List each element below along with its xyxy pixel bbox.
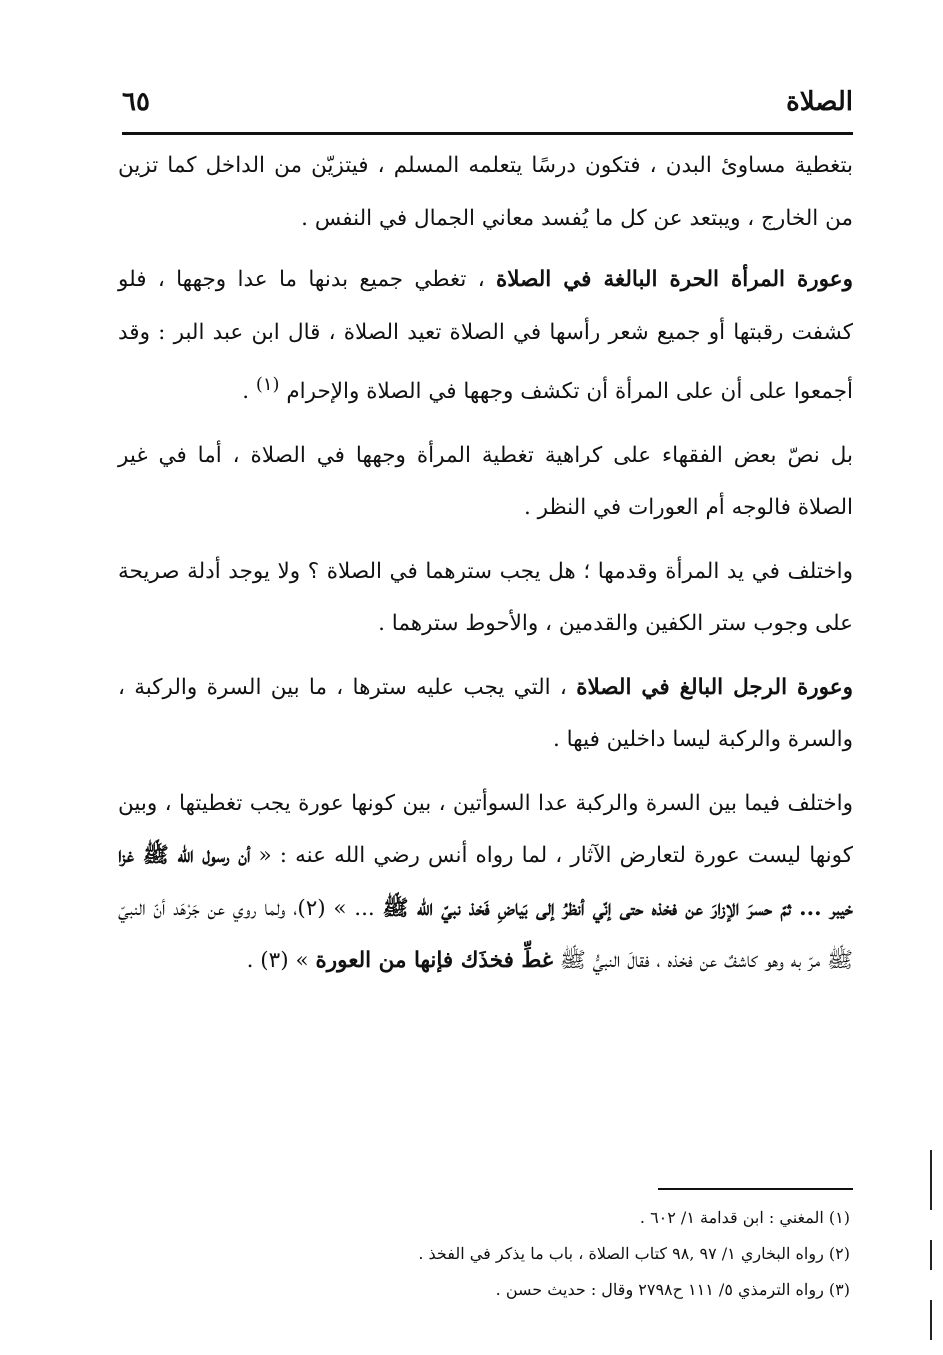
footnote-ref: (١)	[255, 374, 280, 395]
text-run: بتغطية مساوئ البدن ، فتكون درسًا يتعلمه المسلم ، فيتزيّن من الداخل كما تزين من الخارج ، ويبتعد عن كل ما يُفسد معاني الجمال في النفس .	[118, 153, 853, 231]
bold-heading-run: وعورة الرجل البالغ في الصلاة	[576, 674, 853, 700]
hadith-quote: أن رسول الله ﷺ غزا خيبر ... ثمّ حسرَ الإزارَ عن فخذه حتى إنّي أنظرُ إلى بَياضِ فَخذ نبيّ الله ﷺ	[118, 843, 853, 921]
scan-edge-mark	[930, 1150, 932, 1210]
footnotes	[250, 1200, 850, 1308]
text-run: بل نصّ بعض الفقهاء على كراهية تغطية المرأة وجهها في الصلاة ، أما في غير الصلاة فالوجه أم العورات في النظر .	[118, 442, 853, 521]
hadith-quote: غطِّ فخذَك فإنها من العورة	[315, 948, 553, 974]
scan-edge-mark	[930, 1300, 932, 1340]
footnote-separator	[658, 1188, 853, 1190]
header-rule	[122, 132, 853, 135]
text-run: » (٣) .	[246, 948, 316, 974]
text-run: واختلف فيما بين السرة والركبة عدا السوأتين ، بين كونها عورة يجب تغطيتها ، وبين كونها ليست عورة لتعارض الآثار ، لما رواه أنس رضي الله عنه : «	[118, 790, 853, 869]
paragraph	[118, 254, 853, 419]
text-run: .	[242, 379, 256, 405]
page-number: ٦٥	[122, 87, 150, 117]
text-run: ، التي يجب عليه سترها ، ما بين السرة والركبة ، والسرة والركبة ليسا داخلين فيها .	[118, 674, 853, 753]
text-run: ... » (٢)، ولما روي عن جَرْهَد أنّ النبيّ ﷺ مرّ به وهو كاشفٌ عن فخذه ، فقالَ النبيُّ ﷺ	[118, 895, 853, 974]
scan-edge-mark	[930, 1240, 932, 1270]
text-run: ، تغطي جميع بدنها ما عدا وجهها ، فلو كشفت رقبتها أو جميع شعر رأسها في الصلاة تعيد الصلاة ، قال ابن عبد البر : وقد أجمعوا على أن على المرأة أن تكشف وجهها في الصلاة والإحرام	[118, 267, 853, 405]
paragraph	[118, 546, 853, 651]
footnote: (١) المغني : ابن قدامة ١/ ٦٠٢ .	[639, 1208, 850, 1227]
paragraph	[118, 430, 853, 535]
text-run: واختلف في يد المرأة وقدمها ؛ هل يجب سترهما في الصلاة ؟ ولا يوجد أدلة صريحة على وجوب ستر الكفين والقدمين ، والأحوط سترهما .	[118, 558, 853, 637]
paragraph	[118, 778, 853, 988]
footnote: (٣) رواه الترمذي ٥/ ١١١ ح٢٧٩٨ وقال : حديث حسن .	[495, 1280, 850, 1299]
bold-heading-run: وعورة المرأة الحرة البالغة في الصلاة	[495, 267, 853, 292]
main-text	[118, 140, 853, 999]
chapter-title: الصلاة	[786, 87, 853, 117]
paragraph	[118, 140, 853, 245]
paragraph	[118, 662, 853, 767]
page-header	[122, 78, 853, 126]
footnote: (٢) رواه البخاري ١/ ٩٧ ,٩٨ كتاب الصلاة ، باب ما يذكر في الفخذ .	[418, 1244, 850, 1263]
